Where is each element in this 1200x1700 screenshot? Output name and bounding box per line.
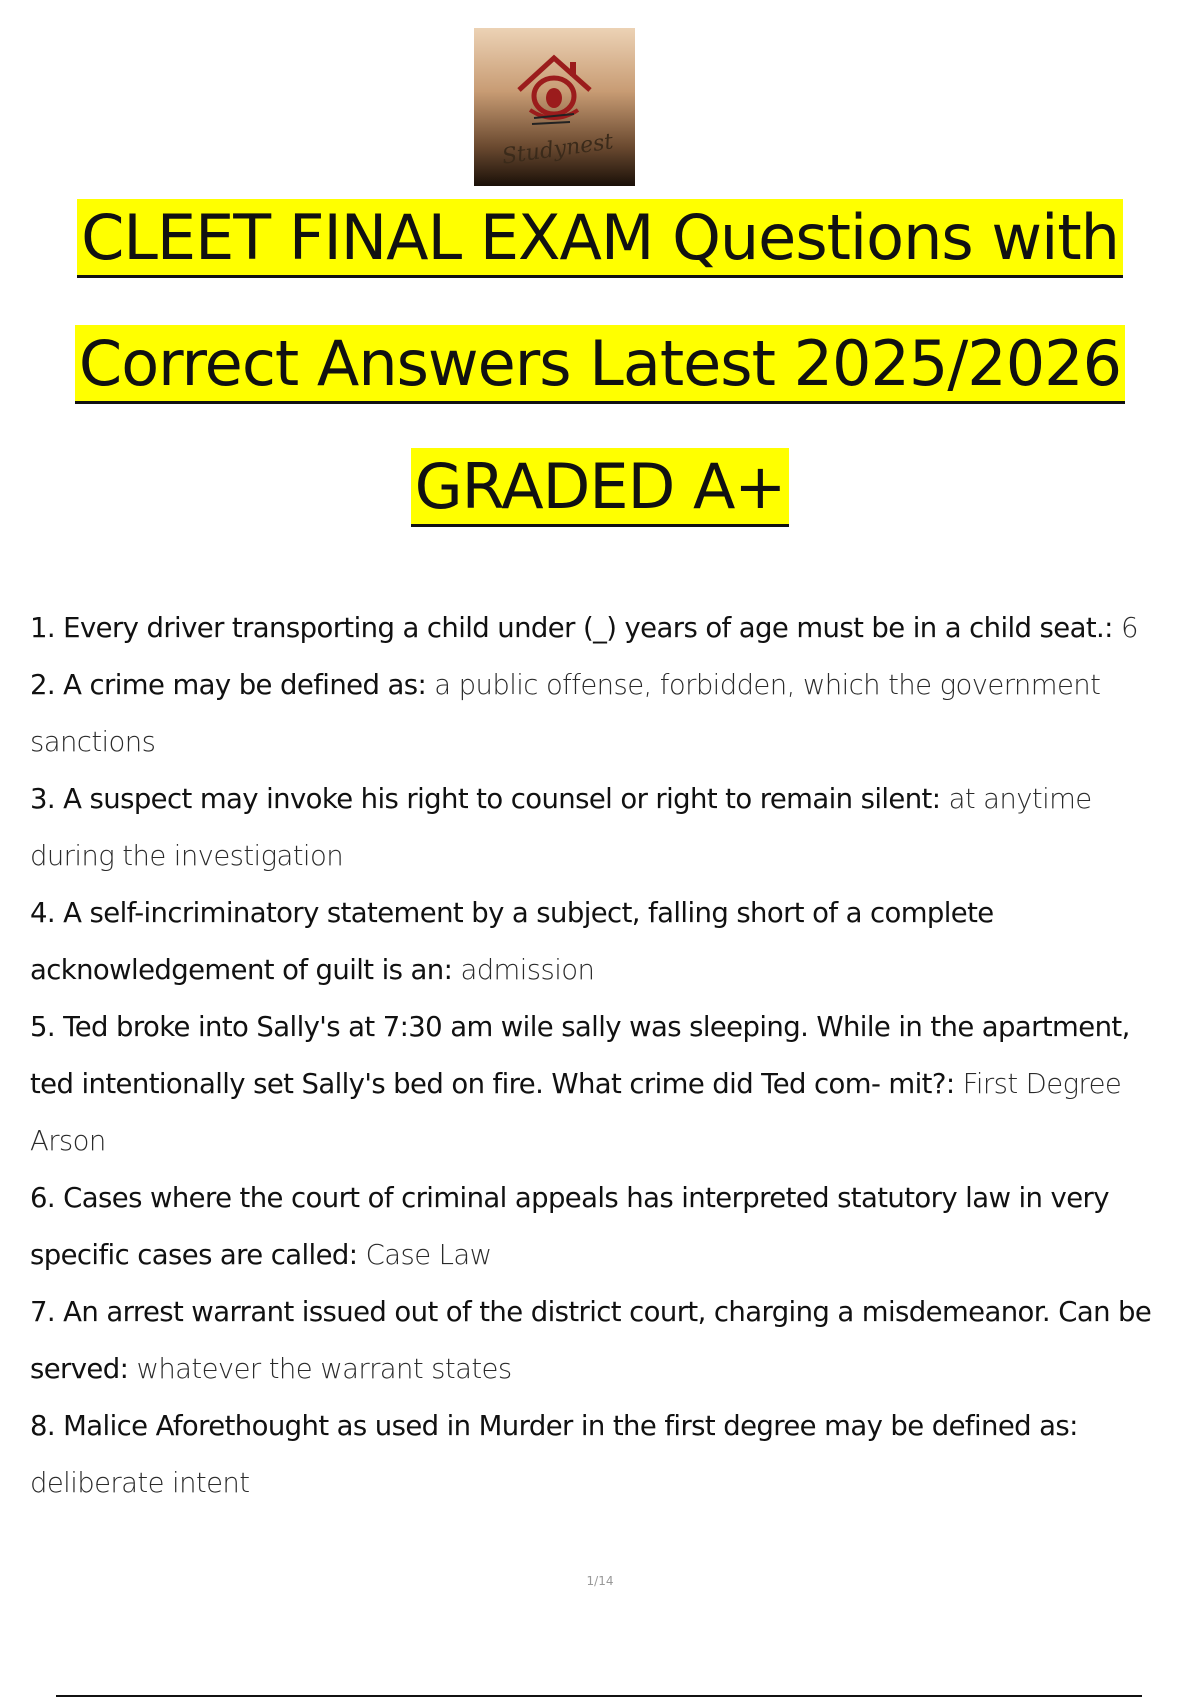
house-nest-icon — [474, 28, 635, 186]
answer-text: admission — [460, 954, 595, 986]
title-line-2: Correct Answers Latest 2025/2026 — [0, 325, 1200, 404]
question-text: 5. Ted broke into Sally's at 7:30 am wile sally was sleeping. While in the apartment, ted intentionally set Sally's bed on fire. What crime did Ted com- mit?: — [30, 1011, 1130, 1100]
title-line-3: GRADED A+ — [0, 448, 1200, 527]
list-item — [30, 771, 1180, 885]
list-item — [30, 1170, 1180, 1284]
list-item — [30, 600, 1180, 657]
question-text: 2. A crime may be defined as: — [30, 669, 427, 701]
list-item — [30, 1284, 1180, 1398]
question-text: 3. A suspect may invoke his right to counsel or right to remain silent: — [30, 783, 941, 815]
answer-text: First Degree Arson — [30, 1068, 1122, 1157]
list-item — [30, 1398, 1180, 1512]
question-text: 4. A self-incriminatory statement by a subject, falling short of a complete acknowledgement of guilt is an: — [30, 897, 994, 986]
list-item — [30, 999, 1180, 1170]
list-item — [30, 885, 1180, 999]
question-text: 8. Malice Aforethought as used in Murder in the first degree may be defined as: — [30, 1410, 1078, 1442]
answer-text: whatever the warrant states — [136, 1353, 512, 1385]
question-list — [30, 600, 1180, 1512]
question-text: 1. Every driver transporting a child under (_) years of age must be in a child seat.: — [30, 612, 1113, 644]
question-text: 6. Cases where the court of criminal appeals has interpreted statutory law in very specific cases are called: — [30, 1182, 1109, 1271]
answer-text: a public offense, forbidden, which the government sanctions — [30, 669, 1101, 758]
list-item — [30, 657, 1180, 771]
title-line-1: CLEET FINAL EXAM Questions with — [0, 199, 1200, 278]
page-number: 1/14 — [586, 1574, 614, 1588]
answer-text: 6 — [1121, 612, 1138, 644]
studynest-logo — [474, 28, 635, 186]
footer-divider — [56, 1695, 1142, 1697]
svg-text:Studynest: Studynest — [500, 129, 615, 170]
answer-text: at anytime during the investigation — [30, 783, 1092, 872]
answer-text: Case Law — [365, 1239, 492, 1271]
answer-text: deliberate intent — [30, 1467, 250, 1499]
question-text: 7. An arrest warrant issued out of the district court, charging a misdemeanor. Can be served: — [30, 1296, 1152, 1385]
